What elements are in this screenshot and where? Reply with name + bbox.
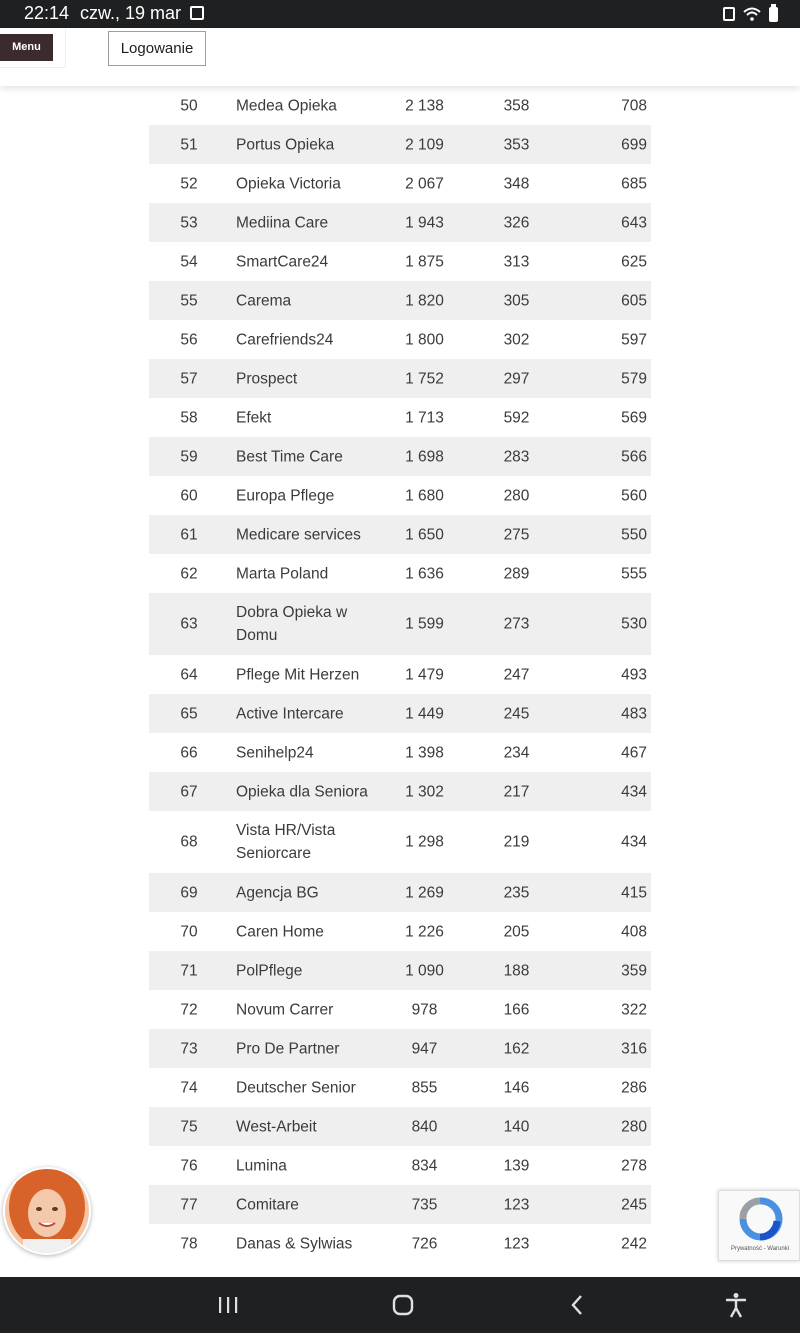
name-cell: Mediina Care [236, 214, 329, 231]
rank-cell: 72 [180, 1001, 198, 1018]
value-cell: 1 302 [405, 783, 444, 800]
table-row [149, 476, 651, 515]
name-cell: Comitare [236, 1196, 299, 1213]
value-cell: 834 [411, 1157, 438, 1174]
rank-cell: 77 [180, 1196, 198, 1213]
rank-cell: 74 [180, 1079, 198, 1096]
name-cell: Efekt [236, 409, 272, 426]
rank-cell: 63 [180, 615, 198, 633]
value-cell: 726 [411, 1235, 438, 1252]
value-cell: 708 [621, 97, 647, 114]
name-cell: Vista HR/Vista Seniorcare [236, 822, 336, 862]
name-cell: Prospect [236, 370, 298, 387]
recaptcha-badge[interactable] [718, 1190, 800, 1261]
value-cell: 493 [621, 666, 647, 683]
table-row [149, 1185, 651, 1224]
value-cell: 316 [621, 1040, 647, 1057]
gallery-icon [190, 6, 204, 20]
table-row [149, 873, 651, 912]
value-cell: 162 [503, 1040, 530, 1057]
value-cell: 139 [503, 1157, 530, 1174]
value-cell: 278 [621, 1157, 647, 1174]
value-cell: 1 298 [405, 833, 444, 851]
name-cell: Opieka dla Seniora [236, 783, 368, 800]
site-header [0, 28, 800, 86]
value-cell: 322 [621, 1001, 647, 1018]
value-cell: 1 650 [405, 526, 444, 543]
ranking-table [149, 86, 651, 1263]
rank-cell: 55 [180, 292, 198, 309]
accessibility-icon[interactable] [722, 1291, 750, 1319]
rank-cell: 76 [180, 1157, 198, 1174]
value-cell: 234 [503, 744, 530, 761]
value-cell: 313 [503, 253, 530, 270]
value-cell: 2 067 [405, 175, 444, 192]
value-cell: 273 [503, 615, 530, 633]
table-row [149, 593, 651, 655]
table-row [149, 694, 651, 733]
name-cell: Pro De Partner [236, 1040, 340, 1057]
value-cell: 146 [503, 1079, 530, 1096]
value-cell: 555 [621, 565, 647, 582]
value-cell: 205 [503, 923, 530, 940]
table-row [149, 1107, 651, 1146]
value-cell: 289 [503, 565, 530, 582]
name-cell: Medea Opieka [236, 97, 337, 114]
table-row [149, 1029, 651, 1068]
value-cell: 1 820 [405, 292, 444, 309]
value-cell: 166 [503, 1001, 530, 1018]
value-cell: 1 875 [405, 253, 444, 270]
table-row [149, 655, 651, 694]
value-cell: 685 [621, 175, 647, 192]
rank-cell: 73 [180, 1040, 198, 1057]
value-cell: 1 800 [405, 331, 444, 348]
name-cell: Senihelp24 [236, 744, 314, 761]
battery-icon [769, 7, 778, 22]
recent-apps-icon[interactable] [214, 1291, 242, 1319]
value-cell: 140 [503, 1118, 530, 1135]
rank-cell: 65 [180, 705, 198, 722]
value-cell: 283 [503, 448, 530, 465]
name-cell: Pflege Mit Herzen [236, 666, 360, 683]
table-row [149, 164, 651, 203]
rank-cell: 67 [180, 783, 198, 800]
table-row [149, 1146, 651, 1185]
table-row [149, 554, 651, 593]
name-cell: PolPflege [236, 962, 303, 979]
value-cell: 569 [621, 409, 647, 426]
value-cell: 1 752 [405, 370, 444, 387]
home-icon[interactable] [389, 1291, 417, 1319]
value-cell: 550 [621, 526, 647, 543]
value-cell: 2 138 [405, 97, 444, 114]
value-cell: 219 [503, 833, 530, 851]
wifi-icon [743, 7, 761, 21]
status-bar [0, 0, 800, 28]
rank-cell: 59 [180, 448, 198, 465]
table-row [149, 125, 651, 164]
rank-cell: 61 [180, 526, 198, 543]
value-cell: 978 [411, 1001, 438, 1018]
status-date: czw., 19 mar [80, 3, 182, 23]
name-cell: West-Arbeit [236, 1118, 317, 1135]
chat-avatar-button[interactable] [3, 1167, 91, 1255]
value-cell: 605 [621, 292, 647, 309]
name-cell: Novum Carrer [236, 1001, 334, 1018]
name-cell: Caren Home [236, 923, 324, 940]
value-cell: 592 [503, 409, 530, 426]
value-cell: 242 [621, 1235, 647, 1252]
value-cell: 353 [503, 136, 530, 153]
value-cell: 1 479 [405, 666, 444, 683]
value-cell: 434 [621, 783, 647, 800]
value-cell: 643 [621, 214, 647, 231]
rank-cell: 62 [180, 565, 198, 582]
rank-cell: 60 [180, 487, 198, 504]
value-cell: 579 [621, 370, 647, 387]
table-row [149, 437, 651, 476]
recaptcha-logo-icon [719, 1191, 800, 1243]
table-row [149, 242, 651, 281]
value-cell: 408 [621, 923, 647, 940]
avatar-portrait-icon [3, 1167, 91, 1255]
table-row [149, 733, 651, 772]
rank-cell: 69 [180, 884, 198, 901]
value-cell: 188 [503, 962, 530, 979]
name-cell: Lumina [236, 1157, 287, 1174]
name-cell: Carefriends24 [236, 331, 334, 348]
value-cell: 305 [503, 292, 530, 309]
value-cell: 1 090 [405, 962, 444, 979]
value-cell: 597 [621, 331, 647, 348]
rank-cell: 66 [180, 744, 198, 761]
value-cell: 434 [621, 833, 647, 851]
value-cell: 1 449 [405, 705, 444, 722]
back-icon[interactable] [564, 1291, 592, 1319]
status-time: 22:14 [24, 3, 70, 23]
value-cell: 1 269 [405, 884, 444, 901]
status-icons [723, 5, 778, 23]
table-row [149, 1068, 651, 1107]
table-row [149, 359, 651, 398]
name-cell: SmartCare24 [236, 253, 329, 270]
rank-cell: 64 [180, 666, 198, 683]
name-cell: Danas & Sylwias [236, 1235, 353, 1252]
rank-cell: 53 [180, 214, 198, 231]
rank-cell: 50 [180, 97, 198, 114]
rank-cell: 68 [180, 833, 198, 851]
value-cell: 358 [503, 97, 530, 114]
value-cell: 1 599 [405, 615, 444, 633]
value-cell: 467 [621, 744, 647, 761]
table-row [149, 320, 651, 359]
value-cell: 560 [621, 487, 647, 504]
value-cell: 415 [621, 884, 647, 901]
table-row [149, 515, 651, 554]
table-row [149, 398, 651, 437]
value-cell: 699 [621, 136, 647, 153]
name-cell: Portus Opieka [236, 136, 335, 153]
table-row [149, 281, 651, 320]
name-cell: Medicare services [236, 526, 361, 543]
name-cell: Opieka Victoria [236, 175, 341, 192]
rank-cell: 52 [180, 175, 198, 192]
name-cell: Dobra Opieka w Domu [236, 604, 348, 644]
value-cell: 217 [503, 783, 530, 800]
name-cell: Best Time Care [236, 448, 343, 465]
recaptcha-links[interactable]: Prywatność - Warunki [730, 1246, 790, 1252]
rank-cell: 71 [180, 962, 198, 979]
menu-button[interactable]: Menu [0, 34, 53, 61]
table-row [149, 86, 651, 125]
value-cell: 735 [411, 1196, 438, 1213]
name-cell: Deutscher Senior [236, 1079, 356, 1096]
value-cell: 947 [411, 1040, 438, 1057]
table-row [149, 1224, 651, 1263]
table-row [149, 951, 651, 990]
value-cell: 840 [411, 1118, 438, 1135]
value-cell: 235 [503, 884, 530, 901]
table-row [149, 772, 651, 811]
menu-container [0, 28, 66, 68]
value-cell: 297 [503, 370, 530, 387]
name-cell: Europa Pflege [236, 487, 335, 504]
table-row [149, 990, 651, 1029]
value-cell: 247 [503, 666, 530, 683]
rank-cell: 78 [180, 1235, 198, 1252]
sim-icon [723, 7, 735, 21]
value-cell: 280 [503, 487, 530, 504]
value-cell: 855 [411, 1079, 438, 1096]
value-cell: 566 [621, 448, 647, 465]
value-cell: 1 636 [405, 565, 444, 582]
value-cell: 245 [503, 705, 530, 722]
rank-cell: 51 [180, 136, 198, 153]
value-cell: 1 943 [405, 214, 444, 231]
value-cell: 348 [503, 175, 530, 192]
system-nav-bar [0, 1277, 800, 1333]
value-cell: 123 [503, 1196, 530, 1213]
rank-cell: 70 [180, 923, 198, 940]
value-cell: 1 713 [405, 409, 444, 426]
value-cell: 625 [621, 253, 647, 270]
value-cell: 1 398 [405, 744, 444, 761]
name-cell: Carema [236, 292, 292, 309]
value-cell: 326 [503, 214, 530, 231]
value-cell: 280 [621, 1118, 647, 1135]
value-cell: 2 109 [405, 136, 444, 153]
table-row [149, 811, 651, 873]
name-cell: Agencja BG [236, 884, 319, 901]
value-cell: 123 [503, 1235, 530, 1252]
rank-cell: 54 [180, 253, 198, 270]
value-cell: 302 [503, 331, 530, 348]
value-cell: 1 680 [405, 487, 444, 504]
rank-cell: 57 [180, 370, 198, 387]
rank-cell: 58 [180, 409, 198, 426]
value-cell: 483 [621, 705, 647, 722]
login-button[interactable]: Logowanie [108, 31, 206, 66]
rank-cell: 75 [180, 1118, 198, 1135]
name-cell: Active Intercare [236, 705, 344, 722]
value-cell: 530 [621, 615, 647, 633]
rank-cell: 56 [180, 331, 198, 348]
value-cell: 275 [503, 526, 530, 543]
value-cell: 1 226 [405, 923, 444, 940]
name-cell: Marta Poland [236, 565, 329, 582]
table-row [149, 912, 651, 951]
value-cell: 359 [621, 962, 647, 979]
table-row [149, 203, 651, 242]
value-cell: 286 [621, 1079, 647, 1096]
value-cell: 1 698 [405, 448, 444, 465]
value-cell: 245 [621, 1196, 647, 1213]
